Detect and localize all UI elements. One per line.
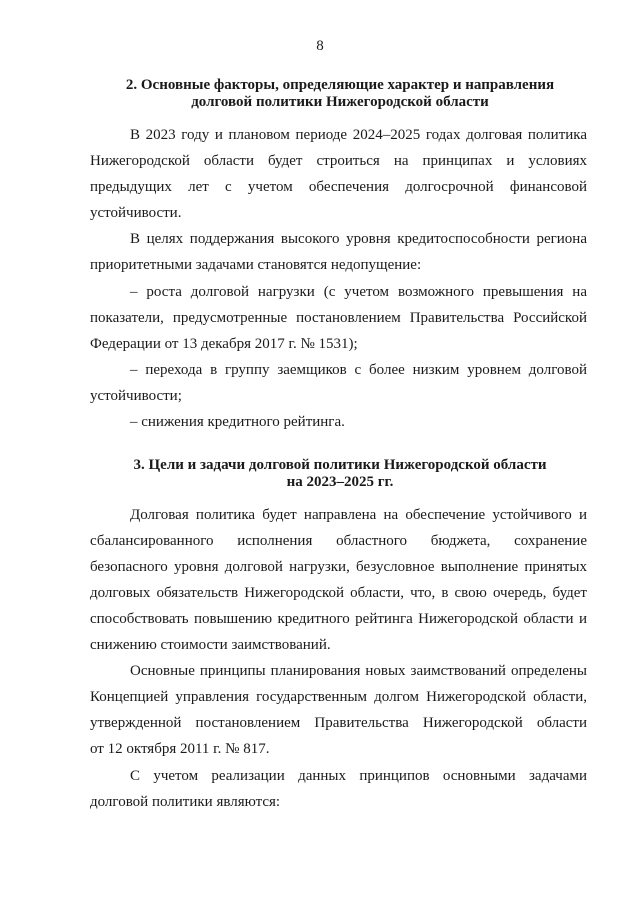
section-2-heading	[90, 77, 590, 111]
heading-line: 3. Цели и задачи долговой политики Нижегородской области	[133, 457, 547, 473]
text-line: приоритетными задачами становятся недопущение:	[90, 257, 422, 273]
text-line: Концепцией управления государственным долгом Нижегородской области,	[90, 689, 587, 705]
text-line: долговой политики являются:	[90, 794, 281, 810]
text-line: Нижегородской области будет строиться на принципах и условиях	[90, 153, 587, 169]
heading-line: долговой политики Нижегородской области	[191, 94, 489, 110]
list-item-line: устойчивости;	[90, 388, 182, 404]
text-line: снижению стоимости заимствований.	[90, 637, 331, 653]
text-line: от 12 октября 2011 г. № 817.	[90, 741, 270, 757]
text-line: способствовать повышению кредитного рейтинга Нижегородской области и	[90, 611, 587, 627]
heading-line: 2. Основные факторы, определяющие характер и направления	[125, 77, 555, 93]
text-line: утвержденной постановлением Правительства Нижегородской области	[90, 715, 587, 731]
list-item-line: показатели, предусмотренные постановлением Правительства Российской	[90, 310, 587, 326]
text-line: В целях поддержания высокого уровня кредитоспособности региона	[130, 231, 587, 247]
text-line: С учетом реализации данных принципов основными задачами	[130, 768, 587, 784]
text-line: устойчивости.	[90, 205, 182, 221]
text-line: В 2023 году и плановом периоде 2024–2025 годах долговая политика	[130, 127, 587, 143]
text-line: долговых обязательств Нижегородской области, что, в свою очередь, будет	[90, 585, 587, 601]
page-number: 8	[316, 38, 324, 54]
text-line: Долговая политика будет направлена на обеспечение устойчивого и	[130, 507, 587, 523]
text-line: сбалансированного исполнения областного бюджета, сохранение	[90, 533, 587, 549]
heading-line: на 2023–2025 гг.	[286, 474, 394, 490]
text-line: предыдущих лет с учетом обеспечения долгосрочной финансовой	[90, 179, 587, 195]
text-line: безопасного уровня долговой нагрузки, безусловное выполнение принятых	[90, 559, 587, 575]
list-item-line: Федерации от 13 декабря 2017 г. № 1531);	[90, 336, 358, 352]
section-3-heading	[90, 457, 590, 491]
list-item-line: – снижения кредитного рейтинга.	[130, 414, 345, 430]
text-line: Основные принципы планирования новых заимствований определены	[130, 663, 587, 679]
list-item-line: – роста долговой нагрузки (с учетом возможного превышения на	[130, 284, 587, 300]
list-item-line: – перехода в группу заемщиков с более низким уровнем долговой	[130, 362, 587, 378]
